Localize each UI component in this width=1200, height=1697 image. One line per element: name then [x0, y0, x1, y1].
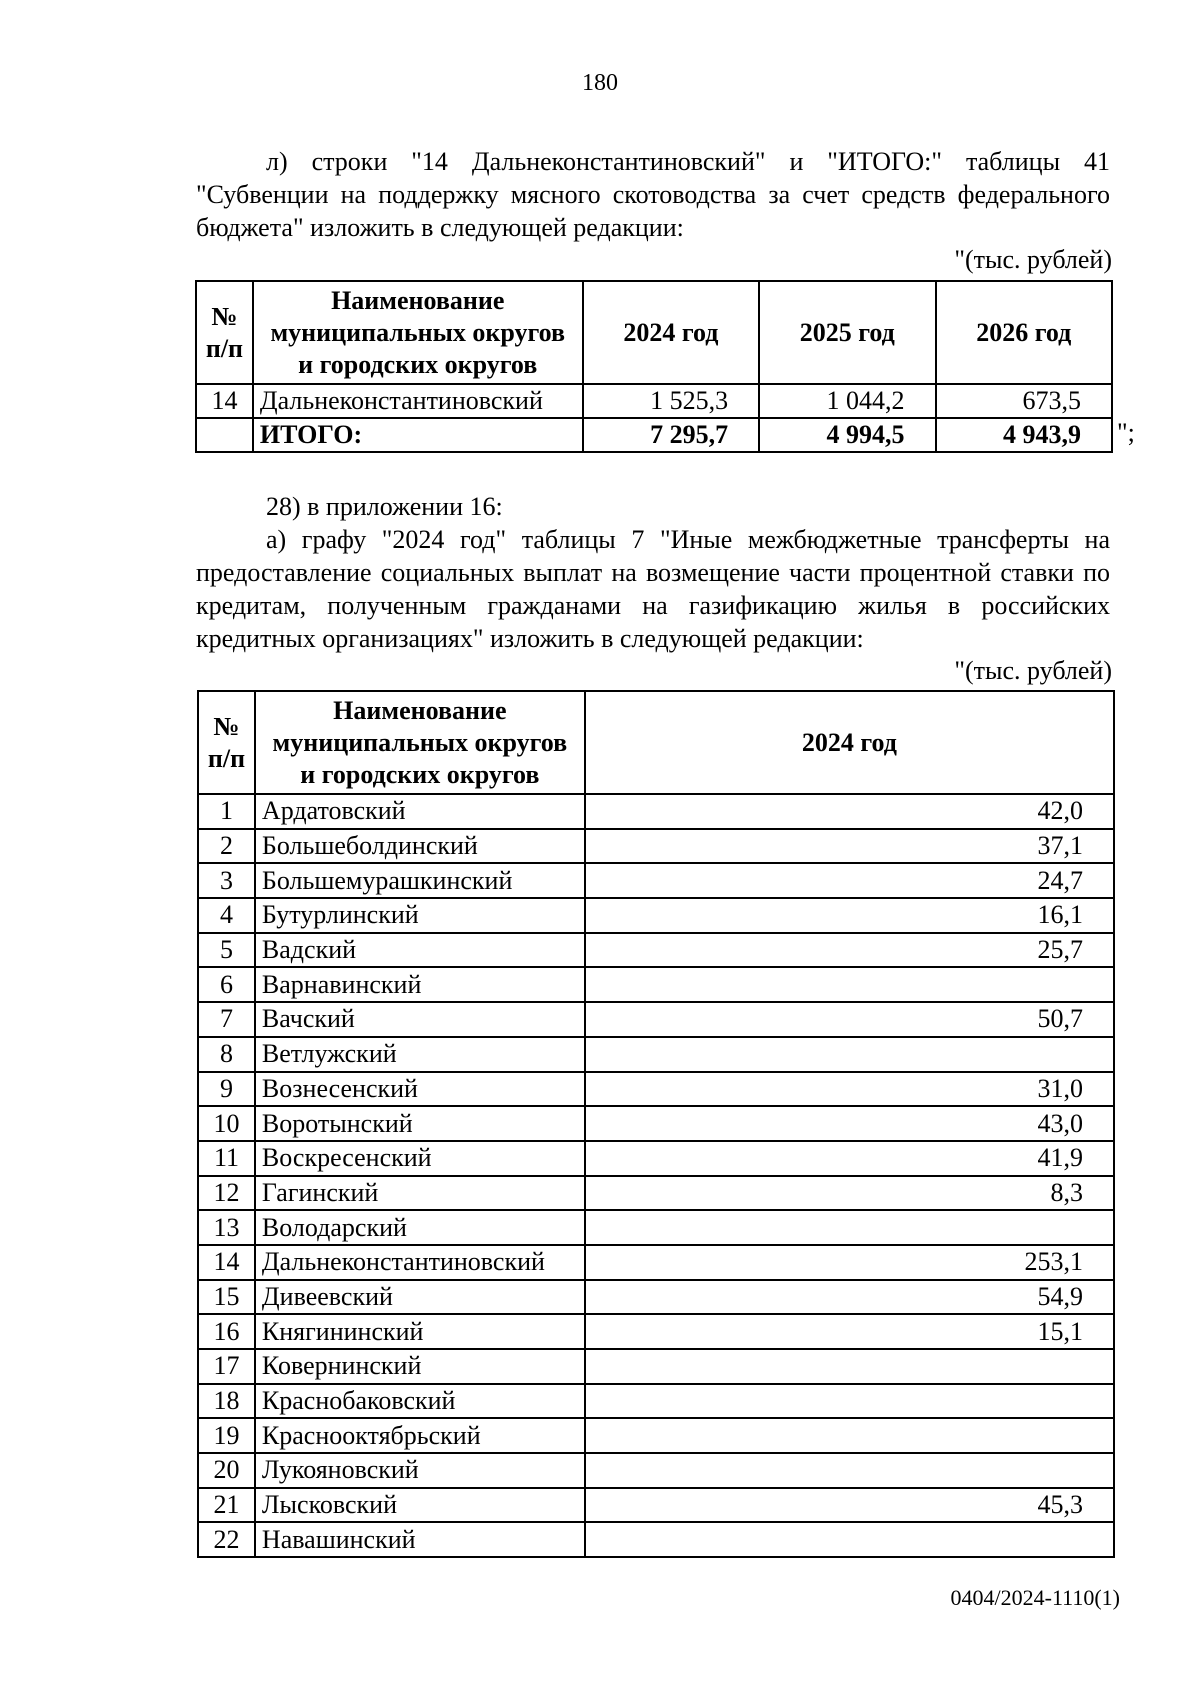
row-name: Бутурлинский [255, 898, 585, 933]
row-name: Варнавинский [255, 967, 585, 1002]
table-row [198, 1002, 1114, 1037]
row-name: Краснобаковский [255, 1384, 585, 1419]
row-value-2024: 54,9 [585, 1280, 1114, 1315]
row-num: 14 [196, 384, 253, 418]
row-value-2024 [585, 1349, 1114, 1384]
row-name: Большемурашкинский [255, 863, 585, 898]
col-header-num: № п/п [196, 281, 253, 384]
row-num: 21 [198, 1488, 255, 1523]
row-num: 22 [198, 1522, 255, 1557]
row-value-2024: 15,1 [585, 1314, 1114, 1349]
table-row [198, 933, 1114, 968]
row-name: ИТОГО: [253, 418, 583, 452]
table-row [198, 1141, 1114, 1176]
page-number: 180 [582, 70, 618, 96]
row-name: Лысковский [255, 1488, 585, 1523]
table-row [198, 1106, 1114, 1141]
row-num: 19 [198, 1418, 255, 1453]
row-value-2024 [585, 1210, 1114, 1245]
paragraph-l: л) строки "14 Дальнеконстантиновский" и "ИТОГО:" таблицы 41 "Субвенции на поддержку мясного скотоводства за счет средств федерального бюджета" изложить в следующей редакции: [196, 147, 1110, 242]
row-value-2024 [585, 1522, 1114, 1557]
row-name: Вадский [255, 933, 585, 968]
row-value-2026: 673,5 [936, 384, 1112, 418]
table-row [198, 1176, 1114, 1211]
row-value-2024: 37,1 [585, 829, 1114, 864]
row-num: 15 [198, 1280, 255, 1315]
row-name: Большеболдинский [255, 829, 585, 864]
row-num: 1 [198, 794, 255, 829]
row-value-2024: 24,7 [585, 863, 1114, 898]
row-value-2024 [585, 1037, 1114, 1072]
row-value-2024: 31,0 [585, 1072, 1114, 1107]
row-num: 7 [198, 1002, 255, 1037]
row-name: Княгининский [255, 1314, 585, 1349]
row-num: 4 [198, 898, 255, 933]
row-name: Ардатовский [255, 794, 585, 829]
table-row [198, 898, 1114, 933]
row-value-2024 [585, 967, 1114, 1002]
row-name: Дальнеконстантиновский [255, 1245, 585, 1280]
col-header-name: Наименование муниципальных округов и городских округов [255, 691, 585, 794]
table-row [196, 384, 1112, 418]
table-row [198, 1384, 1114, 1419]
table-row [198, 1210, 1114, 1245]
table-row [198, 863, 1114, 898]
table-row [198, 1522, 1114, 1557]
row-num [196, 418, 253, 452]
row-value-2026: 4 943,9 [936, 418, 1112, 452]
row-value-2024: 45,3 [585, 1488, 1114, 1523]
row-value-2024: 8,3 [585, 1176, 1114, 1211]
table-row [198, 1488, 1114, 1523]
row-num: 20 [198, 1453, 255, 1488]
row-value-2024: 41,9 [585, 1141, 1114, 1176]
table-7-excerpt [197, 690, 1115, 1558]
row-name: Вачский [255, 1002, 585, 1037]
row-num: 10 [198, 1106, 255, 1141]
row-name: Навашинский [255, 1522, 585, 1557]
table-row-total [196, 418, 1112, 452]
table-row [198, 1245, 1114, 1280]
table-row [198, 1037, 1114, 1072]
row-num: 14 [198, 1245, 255, 1280]
row-value-2024: 1 525,3 [583, 384, 759, 418]
row-value-2024 [585, 1384, 1114, 1419]
col-header-2026: 2026 год [936, 281, 1112, 384]
closing-quote: "; [1117, 418, 1135, 447]
row-name: Дивеевский [255, 1280, 585, 1315]
row-num: 5 [198, 933, 255, 968]
row-num: 6 [198, 967, 255, 1002]
units-label-1: "(тыс. рублей) [954, 245, 1112, 274]
table-row [198, 829, 1114, 864]
table-row [198, 1349, 1114, 1384]
row-value-2025: 4 994,5 [759, 418, 935, 452]
row-num: 9 [198, 1072, 255, 1107]
table-row [198, 794, 1114, 829]
table-41-excerpt [195, 280, 1113, 453]
units-label-2: "(тыс. рублей) [954, 656, 1112, 685]
paragraph-a: а) графу "2024 год" таблицы 7 "Иные межбюджетные трансферты на предоставление социальных выплат на возмещение части процентной ставки по кредитам, полученным гражданами на газификацию жилья в российских кредитных организациях" изложить в следующей редакции: [196, 525, 1110, 653]
paragraph-28: 28) в приложении 16: [266, 492, 503, 521]
row-num: 3 [198, 863, 255, 898]
table-row [198, 967, 1114, 1002]
row-name: Вознесенский [255, 1072, 585, 1107]
row-name: Ветлужский [255, 1037, 585, 1072]
row-value-2024 [585, 1418, 1114, 1453]
row-value-2024: 42,0 [585, 794, 1114, 829]
row-value-2024: 7 295,7 [583, 418, 759, 452]
table-row [198, 1453, 1114, 1488]
row-num: 13 [198, 1210, 255, 1245]
table-row [198, 1418, 1114, 1453]
col-header-2025: 2025 год [759, 281, 935, 384]
row-value-2024: 253,1 [585, 1245, 1114, 1280]
row-name: Воскресенский [255, 1141, 585, 1176]
col-header-2024: 2024 год [585, 691, 1114, 794]
row-value-2024: 25,7 [585, 933, 1114, 968]
row-num: 18 [198, 1384, 255, 1419]
row-num: 17 [198, 1349, 255, 1384]
row-value-2024: 50,7 [585, 1002, 1114, 1037]
row-name: Дальнеконстантиновский [253, 384, 583, 418]
row-num: 16 [198, 1314, 255, 1349]
row-name: Ковернинский [255, 1349, 585, 1384]
row-name: Володарский [255, 1210, 585, 1245]
table-row [198, 1314, 1114, 1349]
row-num: 12 [198, 1176, 255, 1211]
row-value-2025: 1 044,2 [759, 384, 935, 418]
row-name: Воротынский [255, 1106, 585, 1141]
row-num: 8 [198, 1037, 255, 1072]
document-code: 0404/2024-1110(1) [950, 1585, 1120, 1610]
row-name: Краснооктябрьский [255, 1418, 585, 1453]
row-name: Лукояновский [255, 1453, 585, 1488]
row-value-2024: 43,0 [585, 1106, 1114, 1141]
table-row [198, 1072, 1114, 1107]
row-value-2024 [585, 1453, 1114, 1488]
col-header-name: Наименование муниципальных округов и городских округов [253, 281, 583, 384]
col-header-2024: 2024 год [583, 281, 759, 384]
row-num: 11 [198, 1141, 255, 1176]
row-value-2024: 16,1 [585, 898, 1114, 933]
table-row [198, 1280, 1114, 1315]
row-name: Гагинский [255, 1176, 585, 1211]
row-num: 2 [198, 829, 255, 864]
col-header-num: № п/п [198, 691, 255, 794]
